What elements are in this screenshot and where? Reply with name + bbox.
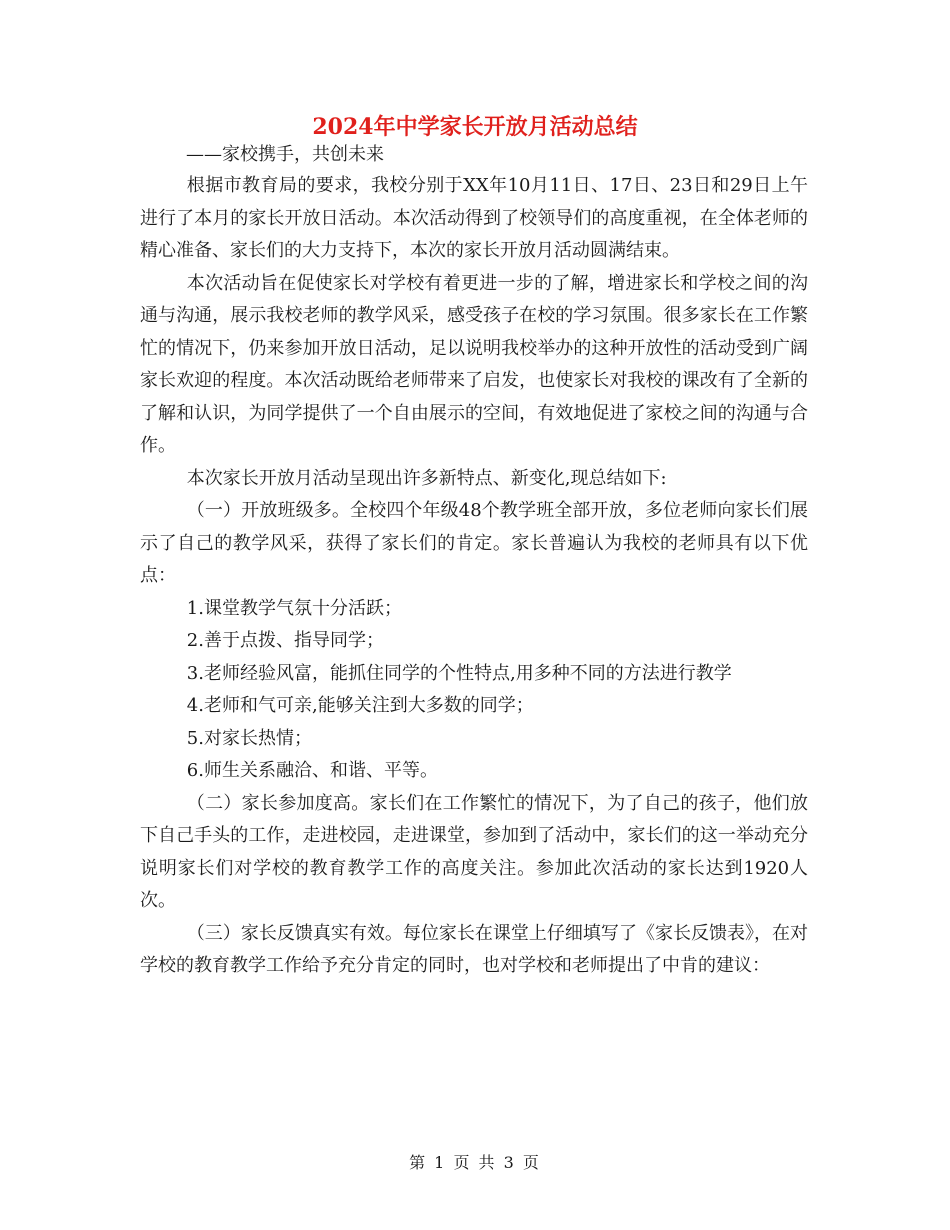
list-item: 3.老师经验风富，能抓住同学的个性特点,用多种不同的方法进行教学	[186, 662, 732, 684]
list-item: 5.对家长热情；	[186, 727, 312, 749]
list-item: 2.善于点拨、指导同学；	[186, 630, 384, 651]
paragraph-intro: 根据市教育局的要求，我校分别于XX年10月11日、17日、23日和29日上午进行了本月的家长开放日活动。本次活动得到了校领导们的高度重视，在全体老师的精心准备、家长们的大力支持下，本次的家长开放月活动圆满结束。	[140, 175, 808, 261]
list-item: 1.课堂教学气氛十分活跃；	[186, 597, 402, 619]
paragraph-section-2: （二）家长参加度高。家长们在工作繁忙的情况下，为了自己的孩子，他们放下自己手头的工作，走进校园，走进课堂，参加到了活动中，家长们的这一举动充分说明家长们对学校的教育教学工作的高度关注。参加此次活动的家长达到1920人次。	[140, 792, 808, 911]
document-subtitle: ——家校携手，共创未来	[186, 144, 384, 165]
document-title: 2024年中学家长开放月活动总结	[312, 114, 638, 140]
list-item: 6.师生关系融洽、和谐、平等。	[186, 760, 438, 781]
page-footer: 第 1 页 共 3 页	[409, 1153, 541, 1172]
paragraph-purpose: 本次活动旨在促使家长对学校有着更进一步的了解，增进家长和学校之间的沟通与沟通，展示我校老师的教学风采，感受孩子在校的学习氛围。很多家长在工作繁忙的情况下，仍来参加开放日活动，足以说明我校举办的这种开放性的活动受到广阔家长欢迎的程度。本次活动既给老师带来了启发，也使家长对我校的课改有了全新的了解和认识，为同学提供了一个自由展示的空间，有效地促进了家校之间的沟通与合作。	[140, 272, 808, 456]
paragraph-section-3: （三）家长反馈真实有效。每位家长在课堂上仔细填写了《家长反馈表》，在对学校的教育教学工作给予充分肯定的同时，也对学校和老师提出了中肯的建议：	[140, 922, 808, 976]
list-item: 4.老师和气可亲,能够关注到大多数的同学；	[186, 695, 534, 716]
paragraph-section-1: （一）开放班级多。全校四个年级48个教学班全部开放，多位老师向家长们展示了自己的教学风采，获得了家长们的肯定。家长普遍认为我校的老师具有以下优点：	[140, 500, 808, 586]
document-body	[140, 170, 808, 983]
paragraph-summary-lead: 本次家长开放月活动呈现出许多新特点、新变化,现总结如下:	[186, 467, 667, 489]
